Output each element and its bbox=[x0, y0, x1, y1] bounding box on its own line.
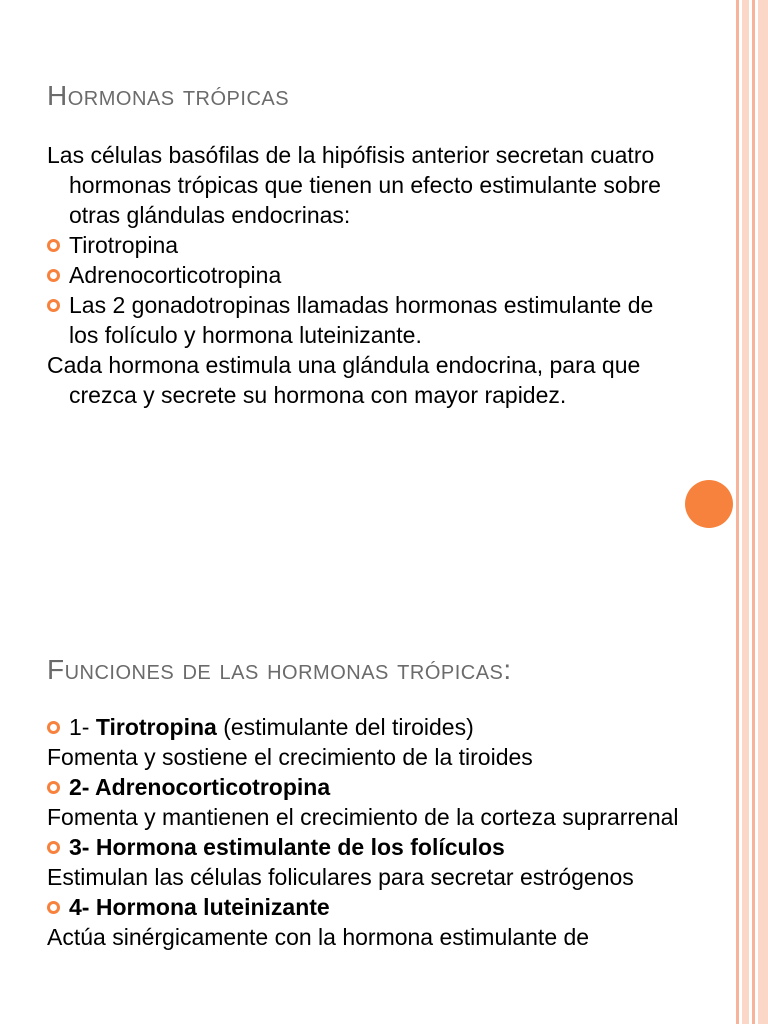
list-item: Tirotropina bbox=[47, 230, 687, 260]
bullet-circle-icon bbox=[47, 721, 60, 734]
slide2-title: Funciones de las hormonas trópicas: bbox=[47, 654, 512, 685]
slide2-body bbox=[47, 712, 687, 952]
decor-circle bbox=[685, 480, 733, 528]
list-item: 3- Hormona estimulante de los folículos bbox=[47, 832, 687, 862]
decor-stripe bbox=[736, 0, 739, 1024]
list-item: 4- Hormona luteinizante bbox=[47, 892, 687, 922]
list-item: 2- Adrenocorticotropina bbox=[47, 772, 687, 802]
list-item: Las 2 gonadotropinas llamadas hormonas estimulante de los folículo y hormona luteinizante. bbox=[47, 290, 687, 350]
decor-stripe bbox=[758, 0, 768, 1024]
list-item: Adrenocorticotropina bbox=[47, 260, 687, 290]
decor-stripe bbox=[752, 0, 755, 1024]
slide1-body bbox=[47, 140, 687, 410]
item-description: Actúa sinérgicamente con la hormona estimulante de bbox=[47, 924, 590, 950]
bullet-circle-icon bbox=[47, 901, 60, 914]
item-description: Fomenta y mantienen el crecimiento de la corteza suprarrenal bbox=[47, 804, 679, 830]
bullet-circle-icon bbox=[47, 781, 60, 794]
slide1-intro: Las células basófilas de la hipófisis anterior secretan cuatro hormonas trópicas que tienen un efecto estimulante sobre otras glándulas endocrinas: bbox=[47, 142, 661, 228]
bullet-circle-icon bbox=[47, 841, 60, 854]
slide1-closing: Cada hormona estimula una glándula endocrina, para que crezca y secrete su hormona con mayor rapidez. bbox=[47, 352, 641, 408]
decor-stripe bbox=[742, 0, 749, 1024]
bullet-circle-icon bbox=[47, 239, 60, 252]
list-item: 1- Tirotropina (estimulante del tiroides) bbox=[47, 712, 687, 742]
bullet-circle-icon bbox=[47, 269, 60, 282]
slide1-title: Hormonas trópicas bbox=[47, 80, 290, 111]
item-description: Estimulan las células foliculares para secretar estrógenos bbox=[47, 864, 634, 890]
item-description: Fomenta y sostiene el crecimiento de la tiroides bbox=[47, 744, 533, 770]
bullet-circle-icon bbox=[47, 299, 60, 312]
